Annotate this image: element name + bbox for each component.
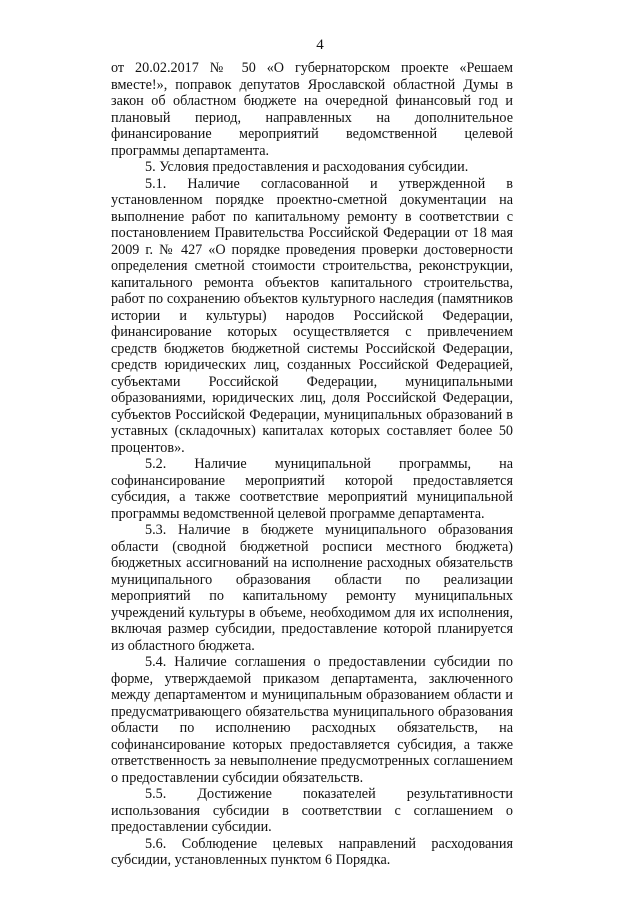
paragraph-item-5-5: 5.5. Достижение показателей результативности использования субсидии в соответствии с соглашением о предоставлении субсидии. (111, 786, 513, 835)
paragraph-continuation: от 20.02.2017 № 50 «О губернаторском проекте «Решаем вместе!», поправок депутатов Ярославской областной Думы в закон об областном бюджете на очередной финансовый год и плановый период, направленных на дополнительное финансирование мероприятий ведомственной целевой программы департамента. (111, 60, 513, 159)
paragraph-item-5-1: 5.1. Наличие согласованной и утвержденной в установленном порядке проектно-сметной документации на выполнение работ по капитальному ремонту в соответствии с постановлением Правительства Российской Федерации от 18 мая 2009 г. № 427 «О порядке проведения проверки достоверности определения сметной стоимости строительства, реконструкции, капитального ремонта объектов капитального строительства, работ по сохранению объектов культурного наследия (памятников истории и культуры) народов Российской Федерации, финансирование которых осуществляется с привлечением средств бюджетов бюджетной системы Российской Федерации, средств юридических лиц, созданных Российской Федерацией, субъектами Российской Федерации, муниципальными образованиями, юридических лиц, доля Российской Федерации, субъектов Российской Федерации, муниципальных образований в уставных (складочных) капиталах которых составляет более 50 процентов». (111, 175, 513, 456)
section-heading-5: 5. Условия предоставления и расходования субсидии. (145, 159, 469, 175)
paragraph-item-5-4: 5.4. Наличие соглашения о предоставлении субсидии по форме, утверждаемой приказом департамента, заключенного между департаментом и муниципальным образованием области и предусматривающего обязательства муниципального образования области по исполнению расходных обязательств, на софинансирование которых предоставляется субсидия, а также ответственность за невыполнение предусмотренных соглашением о предоставлении субсидии обязательств. (111, 654, 513, 786)
page-number: 4 (316, 37, 324, 53)
paragraph-item-5-6: 5.6. Соблюдение целевых направлений расходования субсидии, установленных пунктом 6 Порядка. (111, 835, 513, 868)
paragraph-item-5-2: 5.2. Наличие муниципальной программы, на софинансирование мероприятий которой предоставляется субсидия, а также соответствие мероприятий муниципальной программы ведомственной целевой программе департамента. (111, 456, 513, 522)
paragraph-item-5-3: 5.3. Наличие в бюджете муниципального образования области (сводной бюджетной росписи местного бюджета) бюджетных ассигнований на исполнение расходных обязательств муниципального образования области по реализации мероприятий по капитальному ремонту муниципальных учреждений культуры в объеме, необходимом для их исполнения, включая размер субсидии, предоставление которой планируется из областного бюджета. (111, 522, 513, 654)
document-body (111, 60, 513, 869)
